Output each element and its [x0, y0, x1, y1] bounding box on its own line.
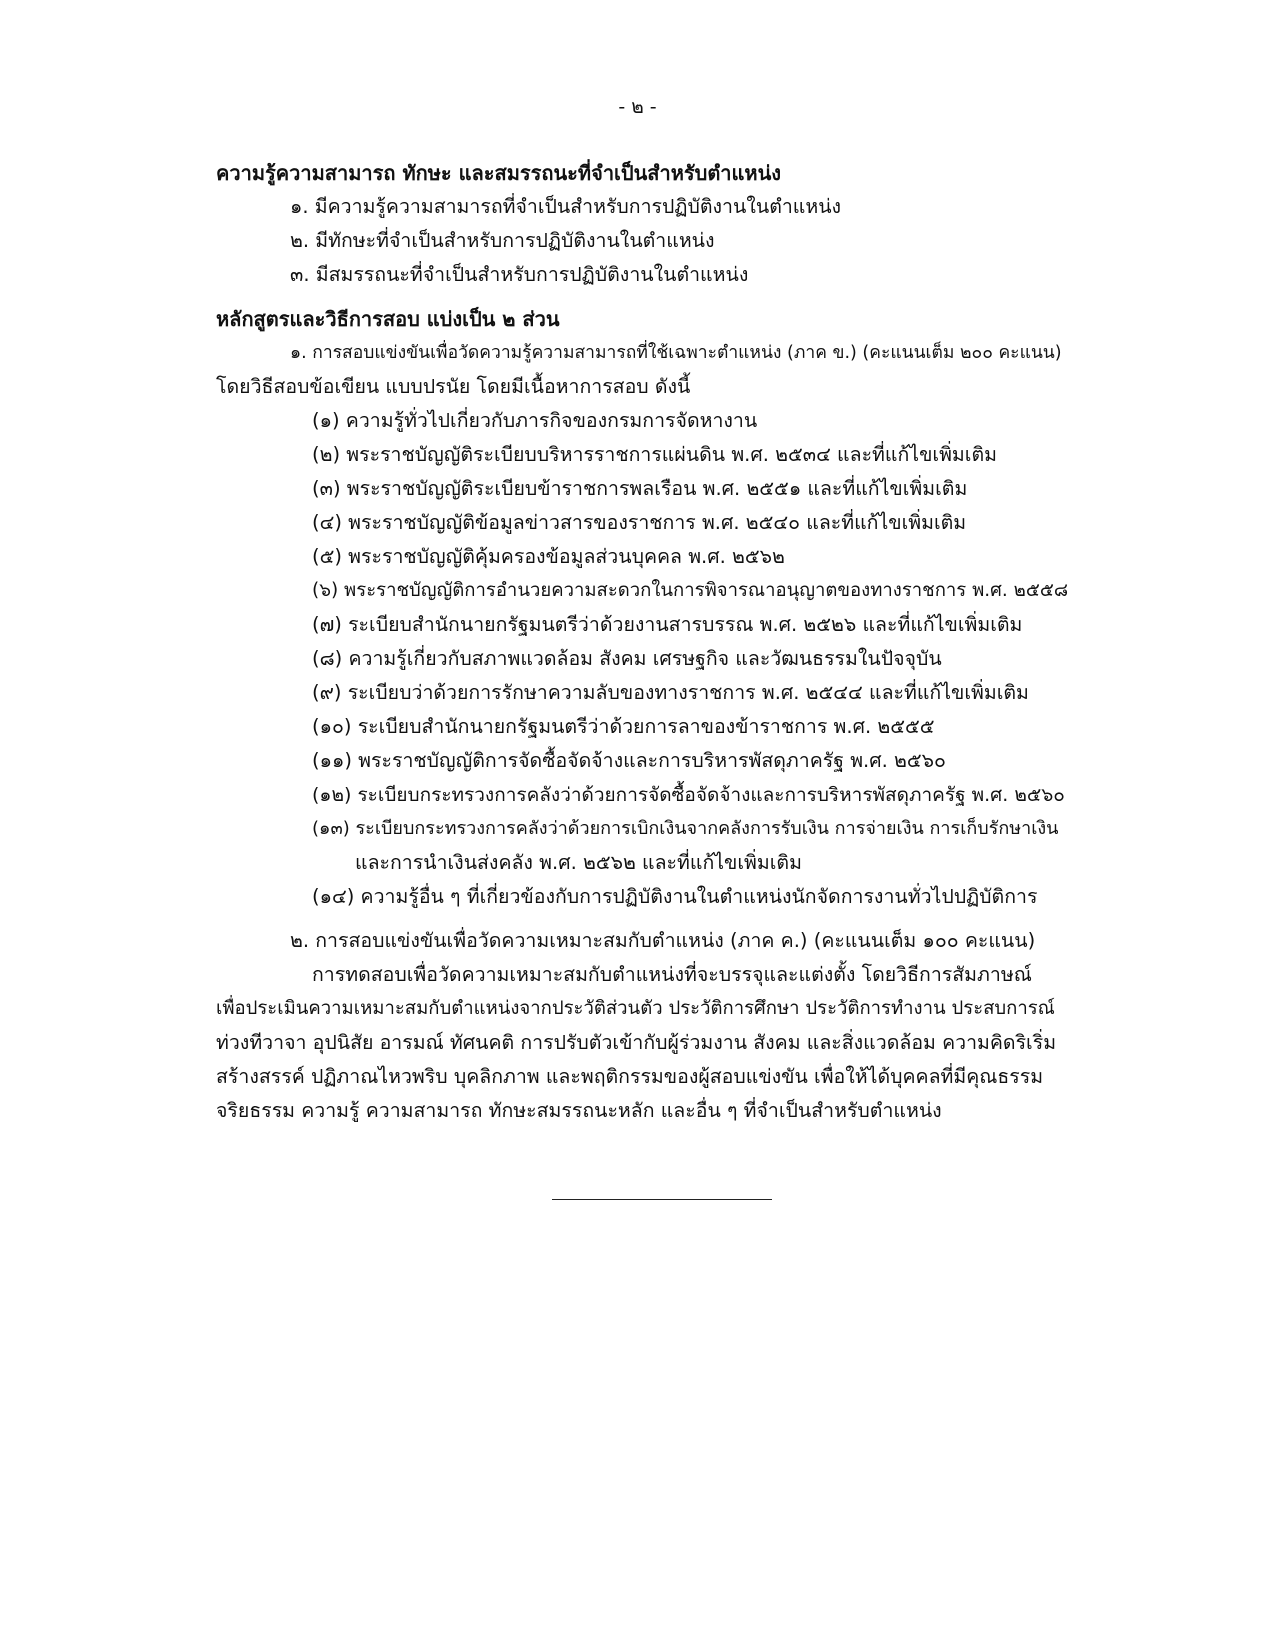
- exam-part2-paragraph-line: จริยธรรม ความรู้ ความสามารถ ทักษะสมรรถนะหลัก และอื่น ๆ ที่จำเป็นสำหรับตำแหน่ง: [216, 1099, 942, 1122]
- exam-part2-title: ๒. การสอบแข่งขันเพื่อวัดความเหมาะสมกับตำแหน่ง (ภาค ค.) (คะแนนเต็ม ๑๐๐ คะแนน): [290, 929, 1036, 952]
- exam-topic: (๑๓) ระเบียบกระทรวงการคลังว่าด้วยการเบิกเงินจากคลังการรับเงิน การจ่ายเงิน การเก็บรักษาเงิน: [312, 818, 1059, 839]
- exam-part1-method: โดยวิธีสอบข้อเขียน แบบปรนัย โดยมีเนื้อหาการสอบ ดังนี้: [216, 375, 691, 398]
- exam-topic: (๔) พระราชบัญญัติข้อมูลข่าวสารของราชการ พ.ศ. ๒๕๔๐ และที่แก้ไขเพิ่มเติม: [312, 511, 967, 534]
- competency-item: ๓. มีสมรรถนะที่จำเป็นสำหรับการปฏิบัติงานในตำแหน่ง: [290, 263, 749, 286]
- exam-part2-paragraph-line: สร้างสรรค์ ปฏิภาณไหวพริบ บุคลิกภาพ และพฤติกรรมของผู้สอบแข่งขัน เพื่อให้ได้บุคคลที่มีคุณธรรม: [216, 1065, 1044, 1088]
- exam-part1-title: ๑. การสอบแข่งขันเพื่อวัดความรู้ความสามารถที่ใช้เฉพาะตำแหน่ง (ภาค ข.) (คะแนนเต็ม ๒๐๐ คะแนน): [290, 343, 1062, 363]
- exam-topic: (๖) พระราชบัญญัติการอำนวยความสะดวกในการพิจารณาอนุญาตของทางราชการ พ.ศ. ๒๕๕๘: [312, 580, 1069, 601]
- exam-topic: (๗) ระเบียบสำนักนายกรัฐมนตรีว่าด้วยงานสารบรรณ พ.ศ. ๒๕๒๖ และที่แก้ไขเพิ่มเติม: [312, 613, 1023, 636]
- exam-topic: (๘) ความรู้เกี่ยวกับสภาพแวดล้อม สังคม เศรษฐกิจ และวัฒนธรรมในปัจจุบัน: [312, 647, 942, 670]
- section-heading-competencies: ความรู้ความสามารถ ทักษะ และสมรรถนะที่จำเป็นสำหรับตำแหน่ง: [216, 161, 782, 185]
- exam-topic: (๑) ความรู้ทั่วไปเกี่ยวกับภารกิจของกรมการจัดหางาน: [312, 409, 758, 432]
- section-heading-exam: หลักสูตรและวิธีการสอบ แบ่งเป็น ๒ ส่วน: [216, 307, 560, 331]
- exam-part2-paragraph-line: เพื่อประเมินความเหมาะสมกับตำแหน่งจากประวัติส่วนตัว ประวัติการศึกษา ประวัติการทำงาน ประสบการณ์: [216, 998, 1055, 1019]
- competency-item: ๒. มีทักษะที่จำเป็นสำหรับการปฏิบัติงานในตำแหน่ง: [290, 229, 715, 252]
- page-number: - ๒ -: [618, 96, 657, 118]
- exam-topic: (๑๑) พระราชบัญญัติการจัดซื้อจัดจ้างและการบริหารพัสดุภาครัฐ พ.ศ. ๒๕๖๐: [312, 749, 946, 772]
- exam-topic: (๓) พระราชบัญญัติระเบียบข้าราชการพลเรือน พ.ศ. ๒๕๕๑ และที่แก้ไขเพิ่มเติม: [312, 477, 968, 500]
- end-of-document-rule: [552, 1199, 772, 1200]
- exam-topic: (๑๒) ระเบียบกระทรวงการคลังว่าด้วยการจัดซื้อจัดจ้างและการบริหารพัสดุภาครัฐ พ.ศ. ๒๕๖๐: [312, 784, 1065, 806]
- exam-topic: (๑๔) ความรู้อื่น ๆ ที่เกี่ยวข้องกับการปฏิบัติงานในตำแหน่งนักจัดการงานทั่วไปปฏิบัติการ: [312, 885, 1038, 908]
- exam-topic: (๑๐) ระเบียบสำนักนายกรัฐมนตรีว่าด้วยการลาของข้าราชการ พ.ศ. ๒๕๕๕: [312, 715, 935, 738]
- exam-topic: (๕) พระราชบัญญัติคุ้มครองข้อมูลส่วนบุคคล พ.ศ. ๒๕๖๒: [312, 545, 785, 568]
- exam-part2-paragraph-line: ท่วงทีวาจา อุปนิสัย อารมณ์ ทัศนคติ การปรับตัวเข้ากับผู้ร่วมงาน สังคม และสิ่งแวดล้อม ความคิดริเริ่ม: [216, 1031, 1057, 1054]
- exam-topic: (๒) พระราชบัญญัติระเบียบบริหารราชการแผ่นดิน พ.ศ. ๒๕๓๔ และที่แก้ไขเพิ่มเติม: [312, 443, 997, 466]
- exam-topic-continuation: และการนำเงินส่งคลัง พ.ศ. ๒๕๖๒ และที่แก้ไขเพิ่มเติม: [355, 851, 802, 874]
- competency-item: ๑. มีความรู้ความสามารถที่จำเป็นสำหรับการปฏิบัติงานในตำแหน่ง: [290, 195, 842, 218]
- exam-topic: (๙) ระเบียบว่าด้วยการรักษาความลับของทางราชการ พ.ศ. ๒๕๔๔ และที่แก้ไขเพิ่มเติม: [312, 681, 1029, 704]
- exam-part2-paragraph-line: การทดสอบเพื่อวัดความเหมาะสมกับตำแหน่งที่จะบรรจุและแต่งตั้ง โดยวิธีการสัมภาษณ์: [312, 963, 1032, 986]
